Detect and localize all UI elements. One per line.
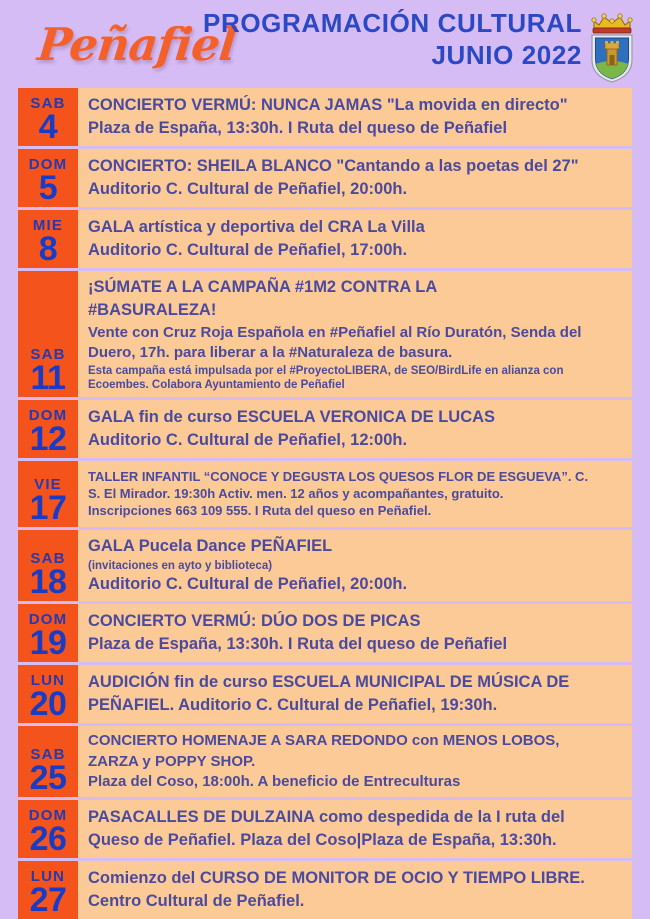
event-day-number: 5	[38, 168, 58, 207]
event-date-box	[18, 861, 78, 919]
event-row[interactable]	[18, 726, 632, 797]
event-detail-line: Auditorio C. Cultural de Peñafiel, 20:00h.	[88, 574, 408, 593]
event-detail-line: S. El Mirador. 19:30h Activ. men. 12 años y acompañantes, gratuito.	[88, 485, 504, 501]
event-details	[78, 530, 632, 601]
event-detail-line: CONCIERTO: SHEILA BLANCO "Cantando a las poetas del 27"	[88, 156, 579, 175]
event-date-box	[18, 149, 78, 207]
event-detail-line: GALA Pucela Dance PEÑAFIEL	[88, 537, 333, 556]
event-row[interactable]	[18, 530, 632, 601]
event-details	[78, 665, 632, 723]
event-weekday: SAB	[30, 346, 66, 364]
event-detail-line: Plaza de España, 13:30h. I Ruta del queso de Peñafiel	[88, 119, 508, 137]
event-details	[78, 800, 632, 858]
event-row[interactable]	[18, 400, 632, 458]
event-date-box	[18, 665, 78, 723]
coat-of-arms-icon	[586, 8, 638, 84]
poster-title	[203, 10, 582, 69]
event-detail-line: PEÑAFIEL. Auditorio C. Cultural de Peñafiel, 19:30h.	[88, 696, 498, 715]
event-day-number: 18	[29, 562, 67, 601]
event-detail-line: Queso de Peñafiel. Plaza del Coso|Plaza de España, 13:30h.	[88, 831, 557, 850]
event-details	[78, 88, 632, 146]
event-date-box	[18, 461, 78, 527]
event-detail-line: CONCIERTO VERMÚ: DÚO DOS DE PICAS	[88, 611, 421, 630]
event-date-box	[18, 400, 78, 458]
event-detail-line: Plaza del Coso, 18:00h. A beneficio de Entreculturas	[88, 773, 461, 790]
event-details	[78, 400, 632, 458]
event-date-box	[18, 800, 78, 858]
event-details	[78, 861, 632, 919]
event-detail-line: GALA artística y deportiva del CRA La Villa	[88, 217, 425, 236]
events-list	[0, 88, 650, 919]
event-details	[78, 604, 632, 662]
event-row[interactable]	[18, 88, 632, 146]
event-detail-line: Auditorio C. Cultural de Peñafiel, 12:00h.	[88, 431, 408, 450]
event-detail-line: Comienzo del CURSO DE MONITOR DE OCIO Y TIEMPO LIBRE.	[88, 868, 585, 887]
poster-header	[0, 0, 650, 88]
title-line-month: JUNIO 2022	[431, 39, 582, 70]
event-row[interactable]	[18, 861, 632, 919]
event-detail-line: Duero, 17h. para liberar a la #Naturaleza de basura.	[88, 344, 453, 362]
event-weekday: LUN	[30, 868, 66, 886]
event-detail-line: CONCIERTO VERMÚ: NUNCA JAMAS "La movida en directo"	[88, 95, 568, 114]
event-detail-line: Plaza de España, 13:30h. I Ruta del queso de Peñafiel	[88, 635, 508, 654]
event-row[interactable]	[18, 604, 632, 662]
event-detail-line: Auditorio C. Cultural de Peñafiel, 20:00h.	[88, 180, 408, 198]
event-detail-line: PASACALLES DE DULZAINA como despedida de la I ruta del	[88, 807, 565, 826]
event-day-number: 19	[29, 623, 67, 662]
title-line-program: PROGRAMACIÓN CULTURAL	[203, 8, 582, 38]
event-row[interactable]	[18, 149, 632, 207]
event-weekday: VIE	[34, 476, 62, 494]
event-day-number: 20	[29, 684, 67, 723]
event-detail-line: GALA fin de curso ESCUELA VERONICA DE LUCAS	[88, 407, 496, 426]
event-weekday: SAB	[30, 746, 66, 764]
event-day-number: 11	[30, 358, 66, 397]
event-detail-line: (invitaciones en ayto y biblioteca)	[88, 559, 273, 572]
event-row[interactable]	[18, 210, 632, 268]
event-weekday: DOM	[28, 807, 68, 825]
penafiel-logo: Peñafiel	[35, 18, 239, 71]
event-row[interactable]	[18, 271, 632, 397]
event-detail-line: AUDICIÓN fin de curso ESCUELA MUNICIPAL DE MÚSICA DE	[88, 672, 570, 691]
event-detail-line: Vente con Cruz Roja Española en #Peñafiel al Río Duratón, Senda del	[88, 323, 582, 341]
event-details	[78, 149, 632, 207]
event-weekday: LUN	[30, 672, 66, 690]
event-date-box	[18, 271, 78, 397]
event-details	[78, 726, 632, 797]
event-weekday: DOM	[28, 155, 68, 173]
event-day-number: 26	[29, 820, 67, 859]
event-day-number: 8	[38, 229, 58, 268]
event-date-box	[18, 604, 78, 662]
event-date-box	[18, 530, 78, 601]
event-row[interactable]	[18, 800, 632, 858]
event-weekday: SAB	[30, 94, 66, 112]
event-detail-line: Esta campaña está impulsada por el #ProyectoLIBERA, de SEO/BirdLife en alianza con	[88, 364, 564, 377]
event-weekday: SAB	[30, 550, 66, 568]
event-detail-line: Centro Cultural de Peñafiel.	[88, 892, 305, 911]
event-day-number: 17	[29, 488, 67, 527]
event-detail-line: TALLER INFANTIL “CONOCE Y DEGUSTA LOS QUESOS FLOR DE ESGUEVA”. C.	[88, 468, 589, 484]
event-weekday: DOM	[28, 611, 68, 629]
event-detail-line: Inscripciones 663 109 555. I Ruta del queso en Peñafiel.	[88, 502, 432, 518]
event-row[interactable]	[18, 461, 632, 527]
event-detail-line: CONCIERTO HOMENAJE A SARA REDONDO con MENOS LOBOS,	[88, 732, 560, 750]
event-day-number: 25	[29, 759, 67, 798]
event-date-box	[18, 210, 78, 268]
event-day-number: 27	[29, 881, 67, 919]
event-detail-line: Ecoembes. Colabora Ayuntamiento de Peñafiel	[88, 378, 345, 391]
event-details	[78, 210, 632, 268]
event-details	[78, 271, 632, 397]
event-detail-line: ¡SÚMATE A LA CAMPAÑA #1M2 CONTRA LA	[88, 278, 438, 296]
event-detail-line: #BASURALEZA!	[88, 301, 217, 320]
event-weekday: DOM	[28, 407, 68, 425]
event-weekday: MIE	[32, 216, 64, 234]
event-row[interactable]	[18, 665, 632, 723]
event-detail-line: Auditorio C. Cultural de Peñafiel, 17:00h.	[88, 241, 408, 259]
event-day-number: 12	[29, 419, 67, 458]
event-details	[78, 461, 632, 527]
event-date-box	[18, 88, 78, 146]
event-date-box	[18, 726, 78, 797]
event-day-number: 4	[38, 107, 58, 146]
event-detail-line: ZARZA y POPPY SHOP.	[88, 752, 256, 770]
